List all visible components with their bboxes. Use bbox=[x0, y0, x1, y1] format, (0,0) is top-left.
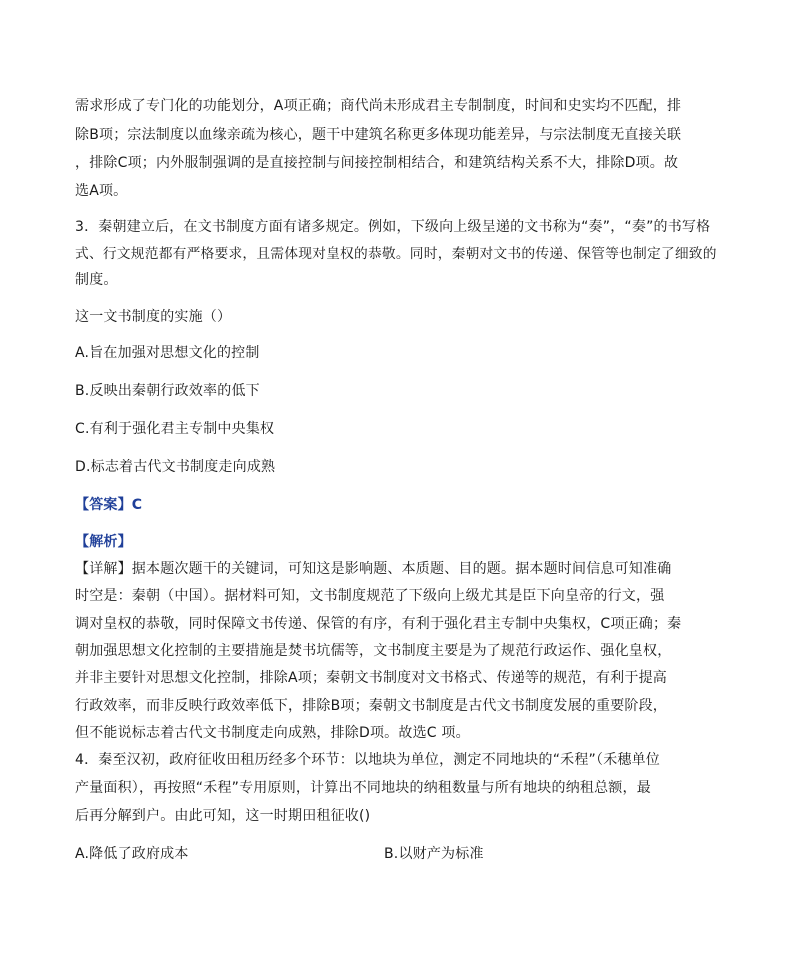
q3-option-a: A.旨在加强对思想文化的控制 bbox=[75, 345, 260, 361]
q3-option-c: C.有利于强化君主专制中央集权 bbox=[75, 421, 275, 437]
prev-explanation-line-2: 除B项；宗法制度以血缘亲疏为核心，题干中建筑名称更多体现功能差异，与宗法制度无直接关联 bbox=[75, 127, 682, 143]
prev-explanation-line-4: 选A项。 bbox=[75, 183, 128, 199]
q3-analysis-line-3: 调对皇权的恭敬，同时保障文书传递、保管的有序，有利于强化君主专制中央集权，C项正确；秦 bbox=[75, 616, 682, 632]
q3-stem-line-2: 式、行文规范都有严格要求，且需体现对皇权的恭敬。同时，秦朝对文书的传递、保管等也制定了细致的 bbox=[75, 246, 717, 262]
q3-option-d: D.标志着古代文书制度走向成熟 bbox=[75, 459, 276, 475]
q3-question: 这一文书制度的实施（） bbox=[75, 309, 232, 325]
q3-analysis-line-7: 但不能说标志着古代文书制度走向成熟，排除D项。故选C 项。 bbox=[75, 725, 470, 741]
q4-option-b: B.以财产为标准 bbox=[384, 846, 484, 862]
q3-analysis-line-6: 行政效率，而非反映行政效率低下，排除B项；秦朝文书制度是古代文书制度发展的重要阶段， bbox=[75, 698, 668, 714]
q3-analysis-line-1: 【详解】据本题次题干的关键词，可知这是影响题、本质题、目的题。据本题时间信息可知准确 bbox=[75, 561, 672, 577]
q3-analysis-line-5: 并非主要针对思想文化控制，排除A项；秦朝文书制度对文书格式、传递等的规范，有利于提高 bbox=[75, 670, 667, 686]
q3-analysis-line-4: 朝加强思想文化控制的主要措施是焚书坑儒等，文书制度主要是为了规范行政运作、强化皇权， bbox=[75, 643, 672, 659]
q3-answer-label: 【答案】C bbox=[75, 497, 143, 513]
q3-stem-line-3: 制度。 bbox=[75, 272, 118, 288]
prev-explanation-line-3: ，排除C项；内外服制强调的是直接控制与间接控制相结合，和建筑结构关系不大，排除D项。故 bbox=[75, 155, 679, 171]
q3-option-b: B.反映出秦朝行政效率的低下 bbox=[75, 383, 260, 399]
q3-stem-line-1: 3．秦朝建立后，在文书制度方面有诸多规定。例如，下级向上级呈递的文书称为“奏”，“奏”的书写格 bbox=[75, 219, 711, 235]
q4-stem-line-2: 产量面积），再按照“禾程”专用原则，计算出不同地块的纳租数量与所有地块的纳租总额，最 bbox=[75, 780, 651, 796]
q4-option-a: A.降低了政府成本 bbox=[75, 846, 189, 862]
q3-analysis-label: 【解析】 bbox=[75, 534, 132, 550]
prev-explanation-line-1: 需求形成了专门化的功能划分，A项正确；商代尚未形成君主专制制度，时间和史实均不匹配，排 bbox=[75, 98, 682, 114]
q4-stem-line-1: 4．秦至汉初，政府征收田租历经多个环节：以地块为单位，测定不同地块的“禾程”（禾穗单位 bbox=[75, 752, 661, 768]
q4-stem-line-3: 后再分解到户。由此可知，这一时期田租征收() bbox=[75, 808, 371, 824]
q3-analysis-line-2: 时空是：秦朝（中国）。据材料可知，文书制度规范了下级向上级尤其是臣下向皇帝的行文，强 bbox=[75, 588, 665, 604]
